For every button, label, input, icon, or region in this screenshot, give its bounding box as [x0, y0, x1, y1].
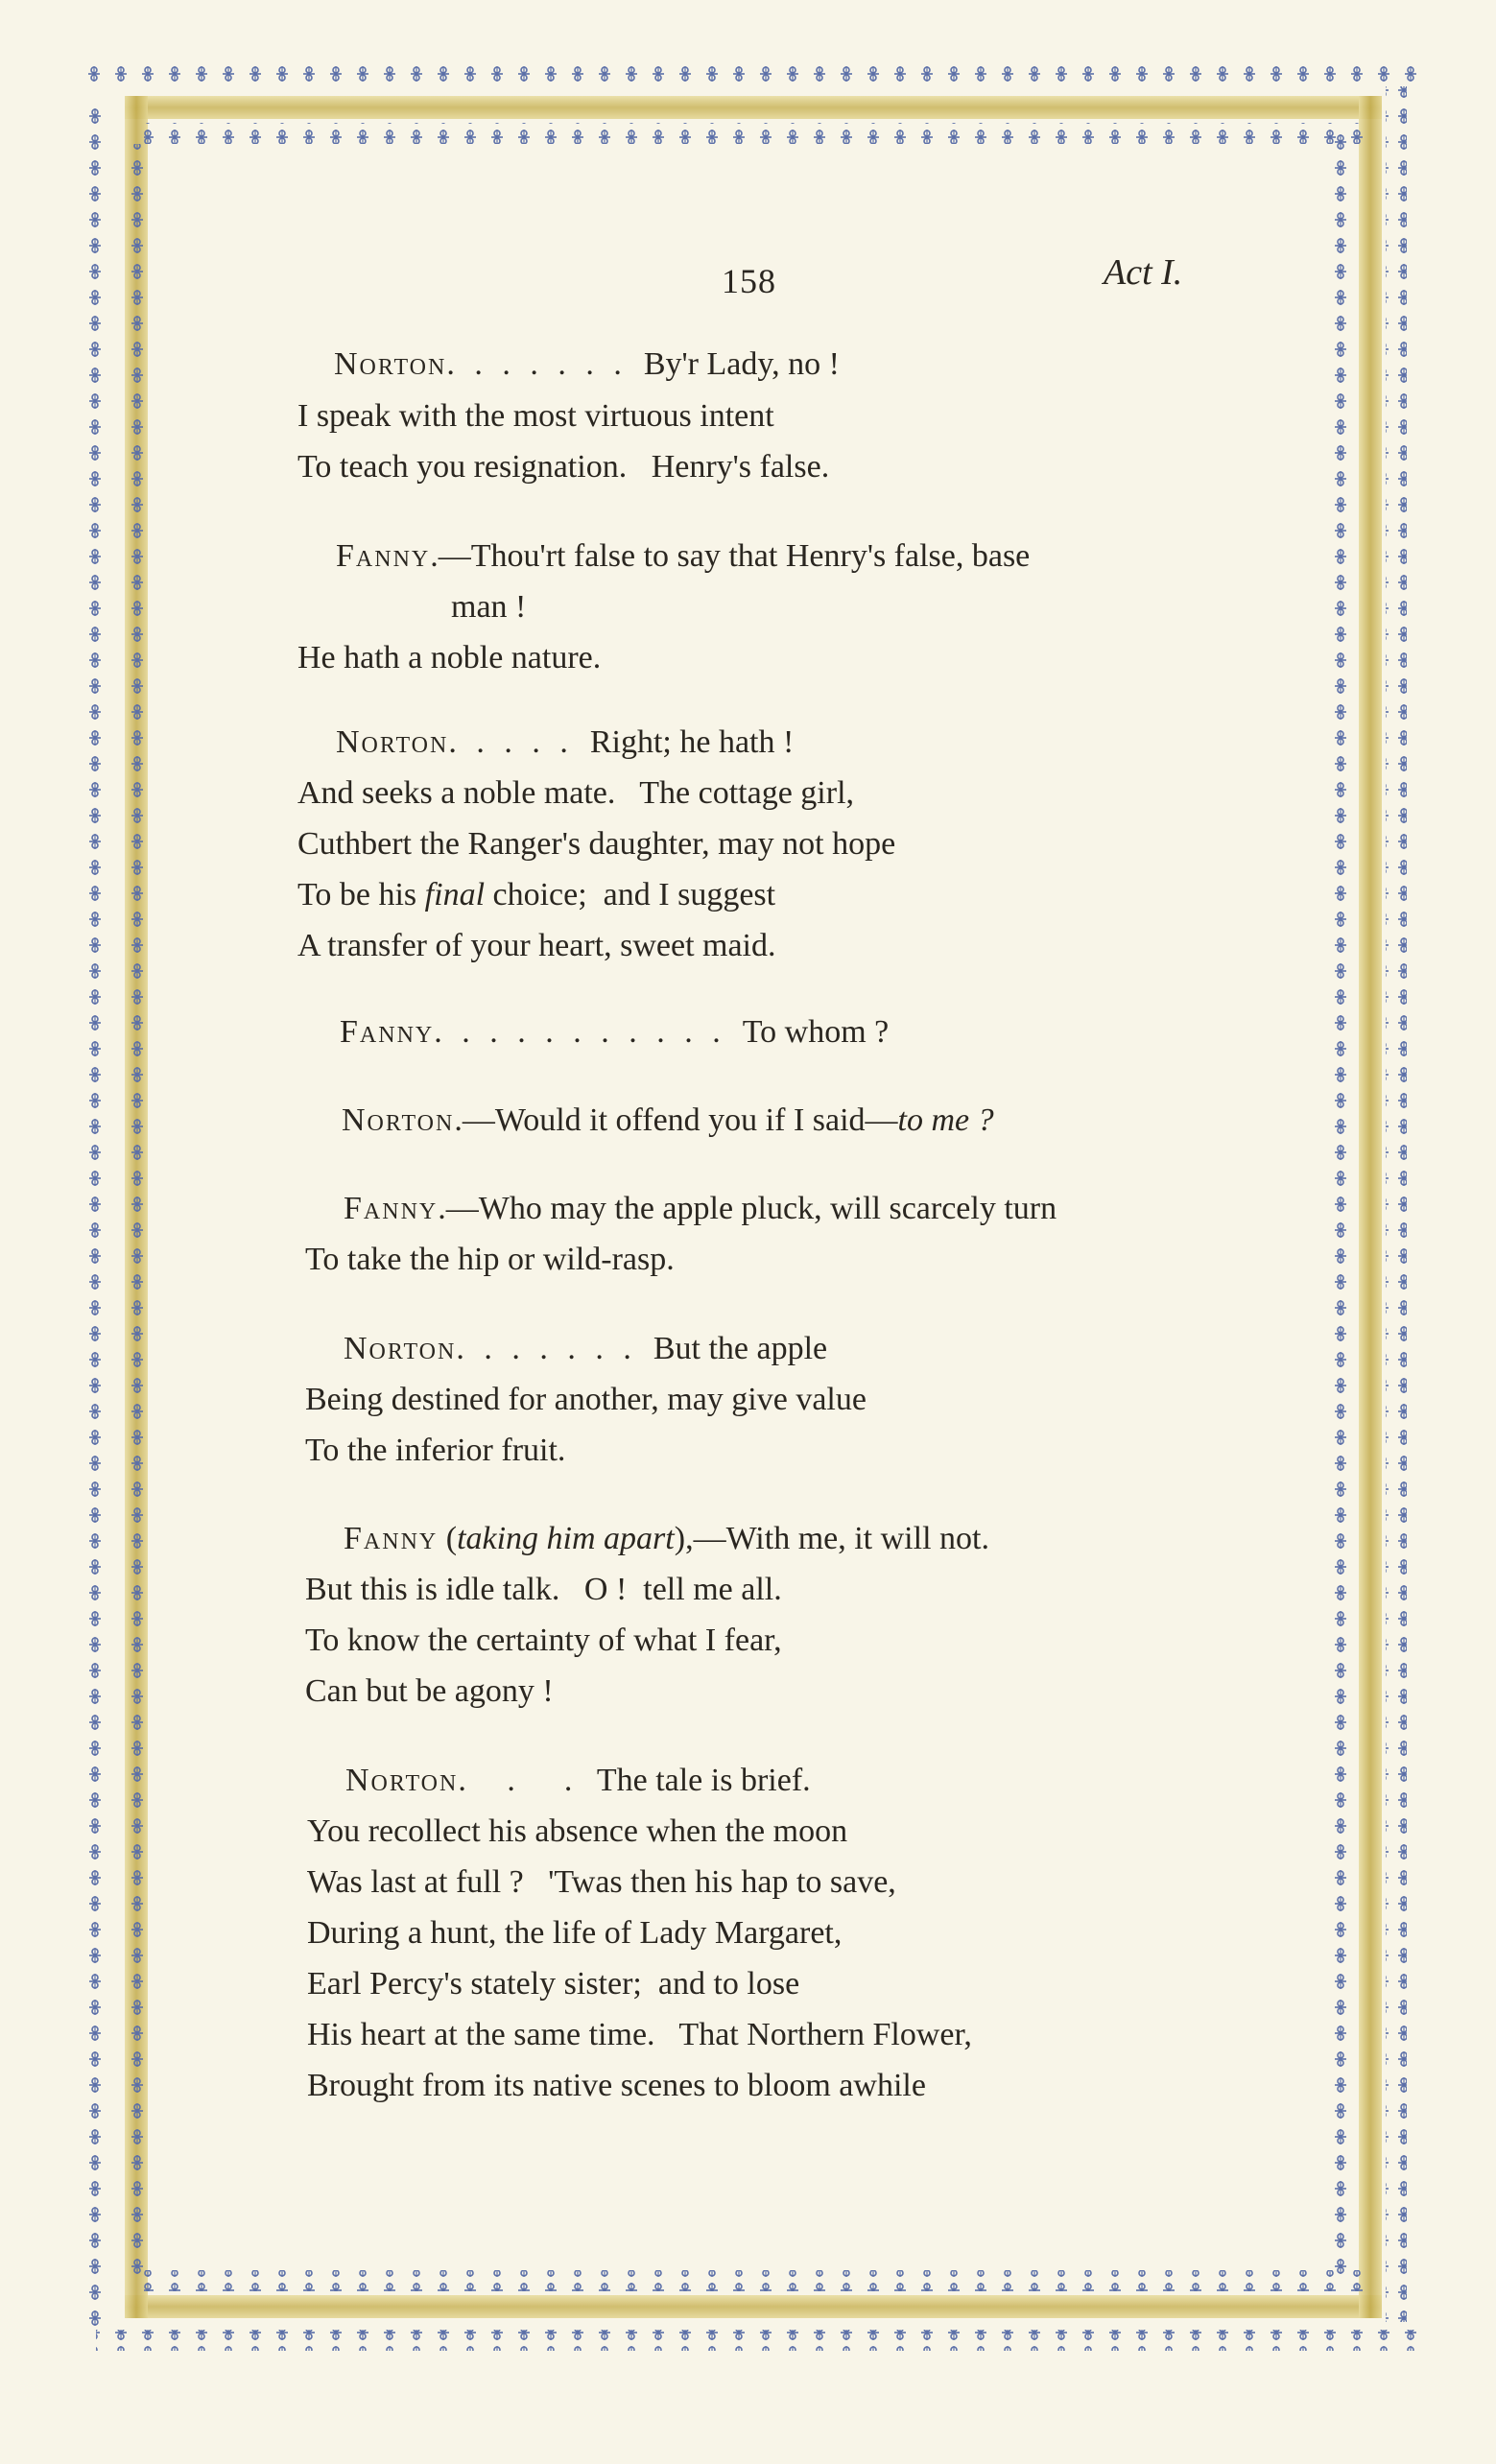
verse-line [305, 1432, 565, 1470]
verse-line [297, 448, 829, 486]
line-text: The tale is brief. [596, 1763, 811, 1798]
verse-line [297, 639, 601, 677]
separator: .— [438, 1191, 479, 1226]
verse-line [297, 397, 774, 436]
verse-line [340, 1013, 889, 1052]
verse-line [451, 588, 526, 627]
line-text: And seeks a noble mate. The cottage girl, [297, 775, 855, 811]
speaker-name: Norton [334, 346, 447, 382]
verse-line [297, 774, 854, 813]
verse-line [305, 1672, 554, 1711]
line-text: During a hunt, the life of Lady Margaret, [307, 1915, 843, 1951]
line-text: To know the certainty of what I fear, [305, 1623, 782, 1658]
emphasis: to me ? [897, 1102, 994, 1138]
verse-line [307, 1812, 847, 1851]
line-text: Who may the apple pluck, will scarcely turn [478, 1191, 1057, 1226]
line-text: To take the hip or wild-rasp. [305, 1242, 675, 1277]
speaker-name: Fanny [344, 1191, 439, 1226]
line-text: But this is idle talk. O ! tell me all. [305, 1572, 782, 1607]
line-text: choice; and I suggest [485, 877, 776, 912]
line-text: You recollect his absence when the moon [307, 1813, 848, 1849]
line-text: Thou'rt false to say that Henry's false, base [470, 538, 1031, 574]
stage-direction: taking him apart [457, 1521, 675, 1556]
verse-line [342, 1102, 994, 1140]
verse-line [297, 876, 775, 914]
line-text: I speak with the most virtuous intent [297, 398, 774, 434]
verse-line [344, 1190, 1057, 1228]
speaker-name: Norton [345, 1763, 459, 1798]
verse-line [305, 1241, 675, 1279]
line-text: To whom ? [742, 1014, 890, 1050]
verse-line [307, 2016, 972, 2054]
line-text: But the apple [653, 1331, 828, 1366]
verse-line [336, 537, 1030, 576]
line-text: ),—With me, it will not. [674, 1521, 989, 1556]
speaker-name: Fanny [336, 538, 431, 574]
line-text: Brought from its native scenes to bloom awhile [307, 2068, 926, 2103]
verse-line [334, 345, 840, 384]
separator: . . . . . . . . . . . [434, 1014, 726, 1050]
separator: . . . . . . . [446, 346, 628, 382]
speaker-name: Fanny [340, 1014, 435, 1050]
line-text: He hath a noble nature. [297, 640, 602, 675]
page-header [0, 251, 1496, 309]
verse-line [307, 2067, 926, 2105]
separator: .— [430, 538, 471, 574]
line-text: A transfer of your heart, sweet maid. [297, 928, 776, 963]
verse-line [307, 1914, 842, 1953]
line-text: Earl Percy's stately sister; and to lose [307, 1966, 800, 2002]
page-number: 158 [722, 262, 776, 300]
speaker-name: Norton [336, 724, 449, 760]
verse-line [305, 1571, 782, 1609]
separator: . . . [458, 1763, 573, 1798]
verse-line [305, 1622, 782, 1660]
line-text: His heart at the same time. That Northern Flower, [307, 2017, 972, 2052]
separator: .— [454, 1102, 495, 1138]
line-text: Was last at full ? 'Twas then his hap to save, [307, 1864, 896, 1900]
emphasis: final [424, 877, 486, 912]
line-text: Right; he hath ! [589, 724, 795, 760]
line-text: man ! [451, 589, 527, 625]
line-text: Would it offend you if I said— [494, 1102, 898, 1138]
line-text: To the inferior fruit. [305, 1433, 566, 1468]
line-text: To teach you resignation. Henry's false. [297, 449, 830, 485]
verse-line [307, 1965, 799, 2003]
verse-line [336, 723, 794, 762]
separator: . . . . . . . [456, 1331, 637, 1366]
line-text: Can but be agony ! [305, 1673, 554, 1709]
verse-line [344, 1330, 827, 1368]
verse-line [345, 1762, 811, 1800]
separator: . . . . . [448, 724, 574, 760]
verse-line [305, 1381, 867, 1419]
verse-line [344, 1520, 989, 1558]
verse-line [297, 927, 776, 965]
line-text: To be his [297, 877, 425, 912]
line-text: By'r Lady, no ! [643, 346, 840, 382]
separator: ( [438, 1521, 458, 1556]
verse-line [297, 825, 895, 864]
line-text: Cuthbert the Ranger's daughter, may not hope [297, 826, 896, 862]
speaker-name: Fanny [344, 1521, 439, 1556]
act-label: Act I. [1104, 252, 1183, 293]
speaker-name: Norton [344, 1331, 457, 1366]
line-text: Being destined for another, may give value [305, 1382, 867, 1417]
verse-line [307, 1863, 896, 1902]
speaker-name: Norton [342, 1102, 455, 1138]
